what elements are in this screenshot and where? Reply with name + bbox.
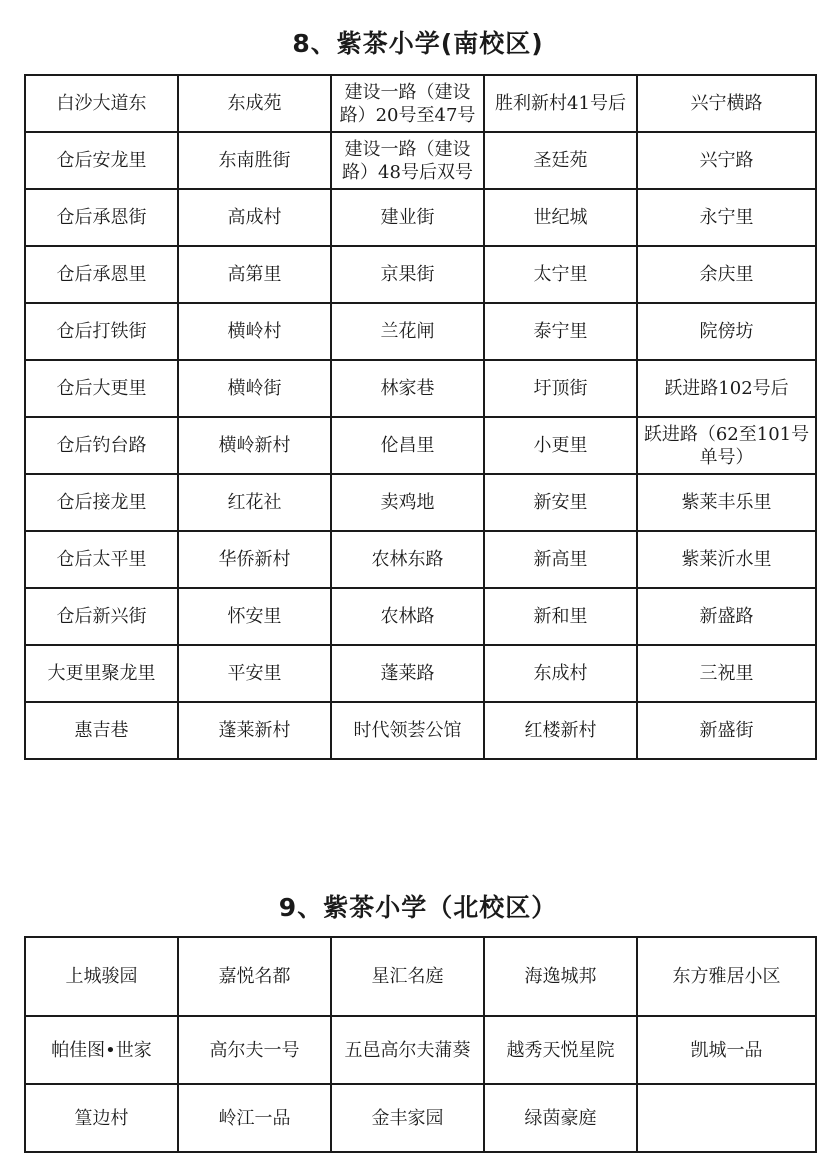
address-cell	[637, 1084, 816, 1152]
address-cell: 蓬莱路	[331, 645, 484, 702]
address-cell: 仓后太平里	[25, 531, 178, 588]
address-cell: 华侨新村	[178, 531, 331, 588]
address-cell: 海逸城邦	[484, 937, 637, 1016]
south-row-2	[25, 132, 816, 189]
address-cell: 兴宁路	[637, 132, 816, 189]
address-cell: 跃进路102号后	[637, 360, 816, 417]
address-cell: 金丰家园	[331, 1084, 484, 1152]
address-cell: 新安里	[484, 474, 637, 531]
address-cell: 仓后承恩街	[25, 189, 178, 246]
address-cell: 余庆里	[637, 246, 816, 303]
address-cell: 兰花闸	[331, 303, 484, 360]
south-row-8	[25, 474, 816, 531]
address-cell: 兴宁横路	[637, 75, 816, 132]
address-cell: 嘉悦名都	[178, 937, 331, 1016]
address-cell: 新盛街	[637, 702, 816, 759]
address-cell: 惠吉巷	[25, 702, 178, 759]
address-cell: 高尔夫一号	[178, 1016, 331, 1084]
address-cell: 仓后大更里	[25, 360, 178, 417]
section-title-north: 9、紫茶小学（北校区）	[278, 893, 558, 922]
address-cell: 世纪城	[484, 189, 637, 246]
north-row-2	[25, 1016, 816, 1084]
address-cell: 岭江一品	[178, 1084, 331, 1152]
address-cell: 凯城一品	[637, 1016, 816, 1084]
address-cell: 绿茵豪庭	[484, 1084, 637, 1152]
section-title-south: 8、紫茶小学(南校区)	[292, 29, 544, 58]
address-cell: 小更里	[484, 417, 637, 474]
address-cell: 建设一路（建设路）48号后双号	[331, 132, 484, 189]
address-cell: 泰宁里	[484, 303, 637, 360]
address-cell: 新和里	[484, 588, 637, 645]
address-cell: 东成村	[484, 645, 637, 702]
address-cell: 东成苑	[178, 75, 331, 132]
address-table-south	[24, 74, 817, 760]
north-row-1	[25, 937, 816, 1016]
address-cell: 平安里	[178, 645, 331, 702]
south-row-5	[25, 303, 816, 360]
south-row-7	[25, 417, 816, 474]
address-cell: 五邑高尔夫蒲葵	[331, 1016, 484, 1084]
address-cell: 东南胜街	[178, 132, 331, 189]
address-cell: 高第里	[178, 246, 331, 303]
address-cell: 紫莱沂水里	[637, 531, 816, 588]
address-cell: 东方雅居小区	[637, 937, 816, 1016]
south-row-10	[25, 588, 816, 645]
address-cell: 卖鸡地	[331, 474, 484, 531]
address-table-north	[24, 936, 817, 1153]
south-row-12	[25, 702, 816, 759]
north-row-3	[25, 1084, 816, 1152]
south-row-3	[25, 189, 816, 246]
address-cell: 红楼新村	[484, 702, 637, 759]
south-row-1	[25, 75, 816, 132]
address-cell: 农林路	[331, 588, 484, 645]
address-cell: 圣廷苑	[484, 132, 637, 189]
address-cell: 红花社	[178, 474, 331, 531]
address-cell: 星汇名庭	[331, 937, 484, 1016]
address-cell: 越秀天悦星院	[484, 1016, 637, 1084]
address-cell: 农林东路	[331, 531, 484, 588]
address-cell: 仓后钓台路	[25, 417, 178, 474]
address-cell: 永宁里	[637, 189, 816, 246]
address-cell: 大更里聚龙里	[25, 645, 178, 702]
address-cell: 蓬莱新村	[178, 702, 331, 759]
address-cell: 胜利新村41号后	[484, 75, 637, 132]
south-row-6	[25, 360, 816, 417]
south-row-11	[25, 645, 816, 702]
address-cell: 仓后接龙里	[25, 474, 178, 531]
address-cell: 白沙大道东	[25, 75, 178, 132]
address-cell: 横岭街	[178, 360, 331, 417]
address-cell: 上城骏园	[25, 937, 178, 1016]
address-cell: 太宁里	[484, 246, 637, 303]
address-cell: 仓后承恩里	[25, 246, 178, 303]
south-row-9	[25, 531, 816, 588]
address-cell: 圩顶街	[484, 360, 637, 417]
address-cell: 伦昌里	[331, 417, 484, 474]
address-cell: 篁边村	[25, 1084, 178, 1152]
address-cell: 帕佳图•世家	[25, 1016, 178, 1084]
address-cell: 怀安里	[178, 588, 331, 645]
address-cell: 建业街	[331, 189, 484, 246]
address-cell: 仓后打铁街	[25, 303, 178, 360]
address-cell: 京果街	[331, 246, 484, 303]
address-cell: 横岭新村	[178, 417, 331, 474]
address-cell: 横岭村	[178, 303, 331, 360]
south-row-4	[25, 246, 816, 303]
address-cell: 建设一路（建设路）20号至47号	[331, 75, 484, 132]
address-cell: 三祝里	[637, 645, 816, 702]
address-cell: 跃进路（62至101号单号）	[637, 417, 816, 474]
address-cell: 仓后安龙里	[25, 132, 178, 189]
address-cell: 新盛路	[637, 588, 816, 645]
address-cell: 林家巷	[331, 360, 484, 417]
address-cell: 新高里	[484, 531, 637, 588]
address-cell: 紫莱丰乐里	[637, 474, 816, 531]
address-cell: 高成村	[178, 189, 331, 246]
address-cell: 仓后新兴街	[25, 588, 178, 645]
address-cell: 院傍坊	[637, 303, 816, 360]
address-cell: 时代领荟公馆	[331, 702, 484, 759]
